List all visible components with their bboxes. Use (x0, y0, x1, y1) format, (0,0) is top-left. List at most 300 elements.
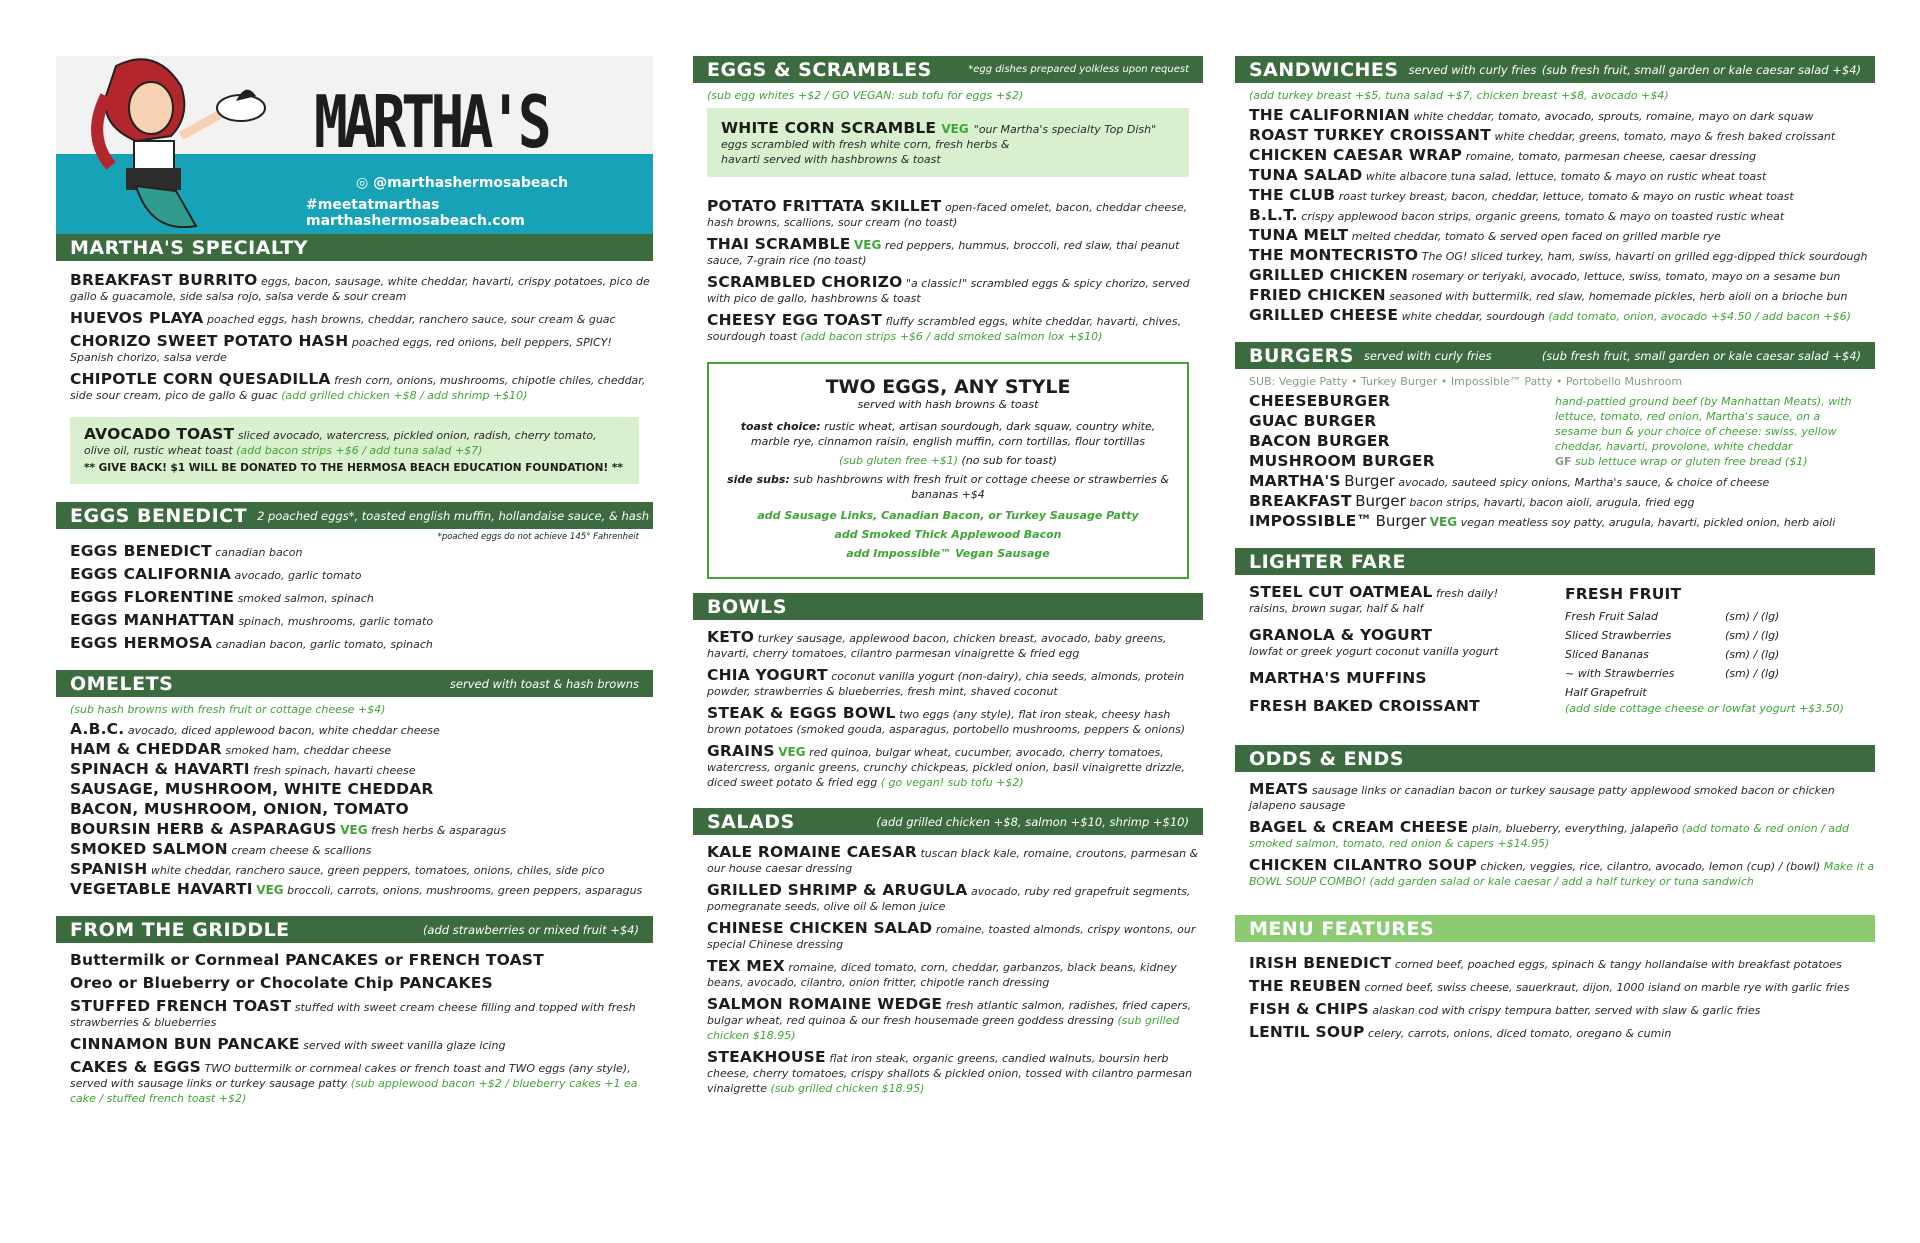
griddle-line-2 (70, 976, 653, 992)
giveback-note: ** GIVE BACK! $1 WILL BE DONATED TO THE HERMOSA BEACH EDUCATION FOUNDATION! ** (84, 462, 623, 474)
veg-badge: VEG (340, 823, 368, 837)
item-name: CHIA YOGURT (707, 666, 828, 684)
item-desc: "a classic!" scrambled eggs & spicy chorizo, served with pico de gallo, hashbrowns & toast (707, 277, 1190, 305)
menu-item (1249, 168, 1875, 184)
section-lighter (1235, 548, 1875, 727)
item-desc: broccoli, carrots, onions, mushrooms, green peppers, asparagus (287, 884, 643, 897)
veg-badge: VEG (1429, 515, 1458, 529)
section-salads (693, 808, 1203, 1096)
menu-item (1249, 288, 1875, 304)
item-desc: cream cheese & scallions (231, 844, 372, 857)
lighter-grid (1235, 585, 1875, 727)
gluten-line (723, 453, 1173, 468)
menu-item (707, 744, 1203, 790)
item-suffix: Burger (1355, 492, 1406, 510)
section-right: (sub fresh fruit, small garden or kale caesar salad +$4) (1541, 62, 1861, 77)
sides-label: side subs: (727, 473, 790, 486)
item-name: SALMON ROMAINE WEDGE (707, 995, 943, 1013)
item-desc: two eggs (any style), flat iron steak, cheesy hash brown potatoes (smoked gouda, asparagus, portobello mushrooms, peppers & onions) (707, 708, 1186, 736)
item-name: CHORIZO SWEET POTATO HASH (70, 332, 349, 350)
veg-badge: VEG (853, 238, 882, 252)
section-title: MENU FEATURES (1249, 917, 1435, 940)
section-omelets (56, 670, 653, 898)
menu-item (70, 567, 653, 583)
footnote: *poached eggs do not achieve 145° Fahrenheit (437, 532, 639, 542)
item-desc: fresh atlantic salmon, radishes, fried capers, bulgar wheat, red quinoa & our fresh housemade green goddess dressing (707, 999, 1192, 1027)
item-name: THE MONTECRISTO (1249, 246, 1419, 264)
menu-item (70, 822, 653, 838)
item-desc: poached eggs, hash browns, cheddar, ranchero sauce, sour cream & guac (207, 313, 616, 326)
section-title: SANDWICHES (1249, 58, 1399, 81)
avocado-toast-box (70, 417, 639, 484)
section-right: *egg dishes prepared yolkless upon request (968, 64, 1189, 75)
section-header (56, 670, 653, 697)
item-desc: bacon strips, havarti, bacon aioli, arugula, fried egg (1409, 496, 1695, 509)
item-name: FRESH BAKED CROISSANT (1249, 697, 1480, 715)
item-desc: The OG! sliced turkey, ham, swiss, havarti on grilled egg-dipped thick sourdough (1421, 250, 1868, 263)
item-name: KALE ROMAINE CAESAR (707, 843, 917, 861)
burger-grid (1235, 394, 1875, 474)
item-extra: Make it a BOWL SOUP COMBO! (add garden salad or kale caesar / add a half turkey or tuna sandwich (1249, 860, 1875, 888)
burger-desc-block (1555, 394, 1855, 474)
gf-desc: sub lettuce wrap or gluten free bread ($1) (1575, 455, 1808, 468)
white-corn-box (707, 108, 1189, 177)
section-header (1235, 56, 1875, 83)
item-desc: canadian bacon (215, 546, 303, 559)
item-desc: avocado, sauteed spicy onions, Martha's sauce, & choice of cheese (1398, 476, 1770, 489)
item-name: LENTIL SOUP (1249, 1023, 1365, 1041)
item-name: TUNA MELT (1249, 226, 1349, 244)
item-name: IMPOSSIBLE™ (1249, 512, 1373, 530)
item-desc: seasoned with buttermilk, red slaw, homemade pickles, herb aioli on a brioche bun (1389, 290, 1848, 303)
item-desc: avocado, ruby red grapefruit segments, pomegranate seeds, olive oil & lemon juice (707, 885, 1191, 913)
section-subtitle: served with curly fries (1408, 62, 1537, 77)
item-name: SPANISH (70, 860, 148, 878)
item-name: FISH & CHIPS (1249, 1000, 1369, 1018)
item-name: SPINACH & HAVARTI (70, 760, 250, 778)
item-desc: sliced avocado, watercress, pickled onion, radish, cherry tomato, olive oil, rustic wheat toast (84, 429, 597, 457)
section-title: FROM THE GRIDDLE (70, 918, 290, 941)
item-desc: chicken, veggies, rice, cilantro, avocado, lemon (cup) / (bowl) (1480, 860, 1821, 873)
item-name: THAI SCRAMBLE (707, 235, 851, 253)
menu-item (1249, 699, 1545, 715)
menu-item (707, 997, 1203, 1043)
menu-item (1249, 956, 1875, 972)
item-name: B.L.T. (1249, 206, 1298, 224)
burger-names (1235, 394, 1555, 474)
section-title: SALADS (707, 810, 795, 833)
menu-item (1249, 820, 1875, 851)
item-name: THE CLUB (1249, 186, 1336, 204)
section-note: (add turkey breast +$5, tuna salad +$7, chicken breast +$8, avocado +$4) (1249, 89, 1669, 102)
section-subtitle: 2 poached eggs*, toasted english muffin, hollandaise sauce, & hash browns (257, 508, 695, 523)
item-extra: (add grilled chicken +$8 / add shrimp +$10) (281, 389, 528, 402)
burger-name (1249, 394, 1555, 410)
toast-choice (723, 419, 1173, 449)
section-header (1235, 342, 1875, 369)
gluten-text: (sub gluten free +$1) (839, 454, 959, 467)
item-name: ROAST TURKEY CROISSANT (1249, 126, 1491, 144)
menu-item (707, 668, 1203, 699)
odds-list (1235, 782, 1875, 889)
item-name: TUNA SALAD (1249, 166, 1363, 184)
section-subtitle: served with curly fries (1363, 348, 1492, 363)
two-eggs-subtitle: served with hash browns & toast (857, 398, 1039, 411)
menu-item (1249, 188, 1875, 204)
item-desc: lowfat or greek yogurt coconut vanilla yogurt (1249, 645, 1499, 658)
item-desc: fresh corn, onions, mushrooms, chipotle chiles, cheddar, side sour cream, pico de gallo & guac (70, 374, 646, 402)
fruit-row (1565, 626, 1844, 645)
item-desc: eggs, bacon, sausage, white cheddar, havarti, crispy potatoes, pico de gallo & guacamole, side salsa rojo, salsa verde & sour cream (70, 275, 650, 303)
fruit-note: (add side cottage cheese or lowfat yogurt +$3.50) (1565, 702, 1844, 715)
item-extra: (add tomato, onion, avocado +$4.50 / add bacon +$6) (1548, 310, 1851, 323)
item-desc: rosemary or teriyaki, avocado, lettuce, swiss, tomato, mayo on a sesame bun (1411, 270, 1841, 283)
item-name: SMOKED SALMON (70, 840, 228, 858)
item-desc: corned beef, swiss cheese, sauerkraut, dijon, 1000 island on marble rye with garlic fries (1364, 981, 1850, 994)
website-link[interactable]: marthashermosabeach.com (306, 213, 525, 229)
menu-item (1249, 514, 1875, 530)
item-extra: (sub applewood bacon +$2 / blueberry cakes +1 ea cake / stuffed french toast +$2) (70, 1077, 638, 1105)
menu-item (70, 782, 653, 798)
item-name: VEGETABLE HAVARTI (70, 880, 253, 898)
menu-item (70, 590, 653, 606)
section-header (1235, 548, 1875, 575)
item-name: BACON BURGER (1249, 432, 1390, 450)
item-name: EGGS MANHATTAN (70, 611, 235, 629)
menu-item (1249, 1025, 1875, 1041)
column-left (56, 56, 695, 1124)
item-extra: (sub grilled chicken $18.95) (707, 1014, 1180, 1042)
item-desc: white cheddar, greens, tomato, mayo & fresh baked croissant (1494, 130, 1836, 143)
section-header (1235, 915, 1875, 942)
item-name: STEEL CUT OATMEAL (1249, 583, 1433, 601)
menu-item (70, 882, 653, 898)
item-desc: coconut vanilla yogurt (non-dairy), chia seeds, almonds, protein powder, strawberries & blueberries, fresh mint, shaved coconut (707, 670, 1185, 698)
menu-item (707, 845, 1203, 876)
fresh-fruit-title: FRESH FRUIT (1565, 585, 1682, 603)
item-desc: white cheddar, sourdough (1401, 310, 1545, 323)
item-name: CAKES & EGGS (70, 1058, 202, 1076)
omelet-list (56, 722, 653, 898)
item-suffix: Burger (1344, 472, 1395, 490)
fruit-name: Sliced Strawberries (1565, 629, 1672, 642)
item-desc: white cheddar, ranchero sauce, green peppers, tomatoes, onions, chiles, side pico (150, 864, 605, 877)
fruit-size: (sm) / (lg) (1725, 648, 1780, 661)
item-name: EGGS CALIFORNIA (70, 565, 232, 583)
fruit-size: (sm) / (lg) (1725, 629, 1780, 642)
item-desc: served with sweet vanilla glaze icing (303, 1039, 506, 1052)
fruit-name: Fresh Fruit Salad (1565, 610, 1659, 623)
menu-item (707, 313, 1203, 344)
item-desc: fluffy scrambled eggs, white cheddar, havarti, chives, sourdough toast (707, 315, 1182, 343)
menu-item (1249, 782, 1875, 813)
section-title: BOWLS (707, 595, 787, 618)
section-scrambles (693, 56, 1203, 344)
menu-item (1249, 474, 1875, 490)
section-specialty (56, 234, 653, 484)
item-name: EGGS BENEDICT (70, 542, 212, 560)
fruit-row (1565, 645, 1844, 664)
section-note: (sub hash browns with fresh fruit or cottage cheese +$4) (70, 703, 386, 716)
item-name: MARTHA'S (1249, 472, 1341, 490)
gf-line (1555, 454, 1855, 469)
add-line-2: add Smoked Thick Applewood Bacon (834, 528, 1062, 541)
item-name: THE CALIFORNIAN (1249, 106, 1410, 124)
griddle-line-1 (70, 953, 653, 969)
menu-item (1249, 148, 1875, 164)
menu-item (70, 1060, 653, 1106)
item-desc: romaine, toasted almonds, crispy wontons, our special Chinese dressing (707, 923, 1196, 951)
fruit-size: (sm) / (lg) (1725, 667, 1780, 680)
menu-item (1249, 208, 1875, 224)
item-extra: (sub grilled chicken $18.95) (770, 1082, 925, 1095)
column-middle (693, 56, 1203, 1114)
menu-item (70, 636, 653, 652)
menu-item (1249, 108, 1875, 124)
menu-item (707, 275, 1203, 306)
two-eggs-box (707, 362, 1189, 579)
section-title: BURGERS (1249, 344, 1354, 367)
item-desc: vegan meatless soy patty, arugula, havarti, pickled onion, herb aioli (1460, 516, 1836, 529)
item-desc: spinach, mushrooms, garlic tomato (238, 615, 434, 628)
menu-item (1249, 671, 1545, 687)
menu-item (707, 199, 1203, 230)
item-extra: ( go vegan! sub tofu +$2) (880, 776, 1024, 789)
item-name: CHEESY EGG TOAST (707, 311, 883, 329)
item-desc: smoked salmon, spinach (237, 592, 374, 605)
item-desc: white cheddar, tomato, avocado, sprouts, romaine, mayo on dark squaw (1413, 110, 1814, 123)
burger-name (1249, 434, 1555, 450)
item-name: BAGEL & CREAM CHEESE (1249, 818, 1469, 836)
brand-tags (306, 197, 653, 229)
menu-item (70, 273, 653, 304)
section-sandwiches (1235, 56, 1875, 324)
fruit-row (1565, 607, 1844, 626)
section-features (1235, 915, 1875, 1041)
menu-item (1249, 1002, 1875, 1018)
item-name: THE REUBEN (1249, 977, 1362, 995)
menu-item (707, 959, 1203, 990)
item-desc: eggs scrambled with fresh white corn, fresh herbs & havarti served with hashbrowns & toast (721, 138, 1010, 166)
item-desc: alaskan cod with crispy tempura batter, served with slaw & garlic fries (1372, 1004, 1761, 1017)
menu-item (1249, 585, 1545, 616)
item-name: BOURSIN HERB & ASPARAGUS (70, 820, 337, 838)
item-inline: fresh daily! (1436, 587, 1499, 600)
item-name: KETO (707, 628, 755, 646)
item-name: POTATO FRITTATA SKILLET (707, 197, 942, 215)
item-desc: corned beef, poached eggs, spinach & tangy hollandaise with breakfast potatoes (1394, 958, 1842, 971)
item-extra: (add bacon strips +$6 / add smoked salmon lox +$10) (800, 330, 1103, 343)
fruit-name: ~ with Strawberries (1565, 667, 1675, 680)
item-name: MARTHA'S MUFFINS (1249, 669, 1427, 687)
fruit-row (1565, 683, 1844, 702)
section-header (693, 593, 1203, 620)
item-name: BACON, MUSHROOM, ONION, TOMATO (70, 800, 409, 818)
item-desc: plain, blueberry, everything, jalapeño (1471, 822, 1679, 835)
item-extra: (add bacon strips +$6 / add tuna salad +$7) (236, 444, 483, 457)
section-header (693, 808, 1203, 835)
burger-sub-options: SUB: Veggie Patty • Turkey Burger • Impossible™ Patty • Portobello Mushroom (1249, 375, 1683, 388)
menu-item (1249, 979, 1875, 995)
item-desc: romaine, diced tomato, corn, cheddar, garbanzos, black beans, kidney beans, avocado, cilantro, onion fritter, chipotle ranch dressing (707, 961, 1177, 989)
section-right: (add grilled chicken +$8, salmon +$10, shrimp +$10) (876, 814, 1189, 829)
column-right (1235, 56, 1875, 1059)
sandwich-list (1235, 108, 1875, 324)
two-eggs-title: TWO EGGS, ANY STYLE (825, 376, 1071, 398)
menu-item (70, 311, 653, 327)
burger-name (1249, 414, 1555, 430)
item-desc: flat iron steak, organic greens, candied walnuts, boursin herb cheese, cherry tomatoes, crispy shallots & pickled onion, tossed with cilantro parmesan vinaigrette (707, 1052, 1193, 1095)
bowl-list (693, 630, 1203, 790)
menu-item (1249, 268, 1875, 284)
section-note: (sub egg whites +$2 / GO VEGAN: sub tofu for eggs +$2) (707, 89, 1024, 102)
item-name: SAUSAGE, MUSHROOM, WHITE CHEDDAR (70, 780, 434, 798)
item-extra: (add tomato & red onion / add smoked salmon, tomato, red onion & capers +$14.95) (1249, 822, 1849, 850)
item-name: BREAKFAST BURRITO (70, 271, 258, 289)
section-odds (1235, 745, 1875, 889)
fruit-name: Half Grapefruit (1565, 686, 1647, 699)
menu-item (70, 742, 653, 758)
menu-item (707, 706, 1203, 737)
item-name: CINNAMON BUN PANCAKE (70, 1035, 300, 1053)
add-line-1: add Sausage Links, Canadian Bacon, or Turkey Sausage Patty (757, 509, 1139, 522)
features-list (1235, 956, 1875, 1041)
section-header (1235, 745, 1875, 772)
item-desc: avocado, diced applewood bacon, white cheddar cheese (127, 724, 440, 737)
section-header (56, 234, 653, 261)
item-name: IRISH BENEDICT (1249, 954, 1392, 972)
veg-badge: VEG (256, 883, 284, 897)
logo-banner (56, 56, 653, 234)
menu-item (1249, 858, 1875, 889)
section-header (56, 502, 695, 529)
item-desc: crispy applewood bacon strips, organic greens, tomato & mayo on toasted rustic wheat (1301, 210, 1785, 223)
item-desc: melted cheddar, tomato & served open faced on grilled marble rye (1351, 230, 1721, 243)
item-desc: red peppers, hummus, broccoli, red slaw, thai peanut sauce, 7-grain rice (no toast) (707, 239, 1180, 267)
benedict-list (56, 544, 653, 652)
lighter-left (1235, 585, 1545, 727)
item-name: EGGS HERMOSA (70, 634, 213, 652)
item-name: Buttermilk or Cornmeal PANCAKES or FRENCH TOAST (70, 951, 544, 969)
sides-text: sub hashbrowns with fresh fruit or cottage cheese or strawberries & bananas +$4 (793, 473, 1169, 501)
item-desc: white albacore tuna salad, lettuce, tomato & mayo on rustic wheat toast (1365, 170, 1767, 183)
item-name: GRAINS (707, 742, 775, 760)
add-line-3: add Impossible™ Vegan Sausage (846, 547, 1050, 560)
menu-item (70, 1037, 653, 1053)
menu-item (70, 613, 653, 629)
section-burgers (1235, 342, 1875, 530)
burger-list-desc: hand-pattied ground beef (by Manhattan Meats), with lettuce, tomato, red onion, Martha's sauce, on a sesame bun & your choice of cheese: swiss, yellow cheddar, havarti, provolone, white cheddar (1555, 395, 1852, 453)
item-name: CHEESEBURGER (1249, 392, 1391, 410)
menu-item (70, 842, 653, 858)
menu-item (1249, 228, 1875, 244)
item-name: GRILLED CHEESE (1249, 306, 1399, 324)
item-name: TEX MEX (707, 957, 785, 975)
specialty-list (56, 273, 653, 403)
veg-badge: VEG (941, 122, 969, 136)
menu-item (70, 999, 653, 1030)
item-name: FRIED CHICKEN (1249, 286, 1386, 304)
item-name: GUAC BURGER (1249, 412, 1377, 430)
section-title: MARTHA'S SPECIALTY (70, 236, 309, 259)
item-desc: sausage links or canadian bacon or turkey sausage patty applewood smoked bacon or chicken jalapeno sausage (1249, 784, 1835, 812)
menu-item (707, 921, 1203, 952)
section-benedict (56, 502, 695, 652)
item-desc: celery, carrots, onions, diced tomato, oregano & cumin (1368, 1027, 1672, 1040)
menu-item (707, 1050, 1203, 1096)
lighter-list (1235, 585, 1545, 715)
menu-item (707, 237, 1203, 268)
section-header (56, 916, 653, 943)
item-desc: turkey sausage, applewood bacon, chicken breast, avocado, baby greens, havarti, cherry tomatoes, cilantro parmesan vinaigrette & fried egg (707, 632, 1167, 660)
instagram-handle[interactable] (356, 175, 568, 191)
item-desc: raisins, brown sugar, half & half (1249, 602, 1424, 615)
menu-item (70, 544, 653, 560)
side-subs (723, 472, 1173, 502)
scramble-list (693, 199, 1203, 344)
section-title: LIGHTER FARE (1249, 550, 1406, 573)
section-right: served with toast & hash browns (449, 676, 639, 691)
item-name: HAM & CHEDDAR (70, 740, 222, 758)
salad-list (693, 845, 1203, 1096)
item-name: AVOCADO TOAST (84, 425, 235, 443)
item-desc: canadian bacon, garlic tomato, spinach (215, 638, 433, 651)
gf-badge: GF (1555, 455, 1572, 468)
section-right: (add strawberries or mixed fruit +$4) (422, 922, 639, 937)
handle-text: @marthashermosabeach (373, 175, 569, 191)
menu-item (1249, 494, 1875, 510)
item-desc: red quinoa, bulgar wheat, cucumber, avocado, cherry tomatoes, watercress, organic greens, crunchy chickpeas, pickled onion, basil vinaigrette drizzle, diced sweet potato & fried egg (707, 746, 1185, 789)
hashtag: #meetatmarthas (306, 197, 440, 213)
item-name: STUFFED FRENCH TOAST (70, 997, 292, 1015)
item-name: CHINESE CHICKEN SALAD (707, 919, 933, 937)
fruit-size: (sm) / (lg) (1725, 610, 1780, 623)
section-bowls (693, 593, 1203, 790)
menu-item (70, 802, 653, 818)
fruit-list (1565, 607, 1844, 702)
section-header (693, 56, 1203, 83)
section-title: EGGS & SCRAMBLES (707, 58, 932, 81)
item-name: Oreo or Blueberry or Chocolate Chip PANCAKES (70, 974, 493, 992)
item-desc: avocado, garlic tomato (234, 569, 362, 582)
burger-name (1249, 454, 1555, 470)
item-name: CHICKEN CAESAR WRAP (1249, 146, 1463, 164)
toast-text: rustic wheat, artisan sourdough, dark squaw, country white, marble rye, cinnamon raisin, english muffin, corn tortillas, flour tortillas (750, 420, 1156, 448)
item-name: CHIPOTLE CORN QUESADILLA (70, 370, 331, 388)
brand-name: MARTHA'S (314, 80, 548, 164)
item-name: STEAKHOUSE (707, 1048, 826, 1066)
item-name: MEATS (1249, 780, 1309, 798)
item-desc: smoked ham, cheddar cheese (225, 744, 392, 757)
item-name: HUEVOS PLAYA (70, 309, 204, 327)
menu-item (70, 334, 653, 365)
item-name: STEAK & EGGS BOWL (707, 704, 896, 722)
menu-item (1249, 628, 1545, 659)
fruit-row (1565, 664, 1844, 683)
section-griddle (56, 916, 653, 1106)
item-name: GRILLED SHRIMP & ARUGULA (707, 881, 968, 899)
toast-label: toast choice: (740, 420, 821, 433)
section-right: (sub fresh fruit, small garden or kale caesar salad +$4) (1541, 348, 1861, 363)
gluten-tail: (no sub for toast) (961, 454, 1057, 467)
menu-item (70, 862, 653, 878)
menu-item (70, 372, 653, 403)
menu-item (1249, 248, 1875, 264)
mermaid-mascot-icon (76, 56, 306, 234)
item-name: A.B.C. (70, 720, 125, 738)
menu-item (70, 762, 653, 778)
item-name: MUSHROOM BURGER (1249, 452, 1435, 470)
